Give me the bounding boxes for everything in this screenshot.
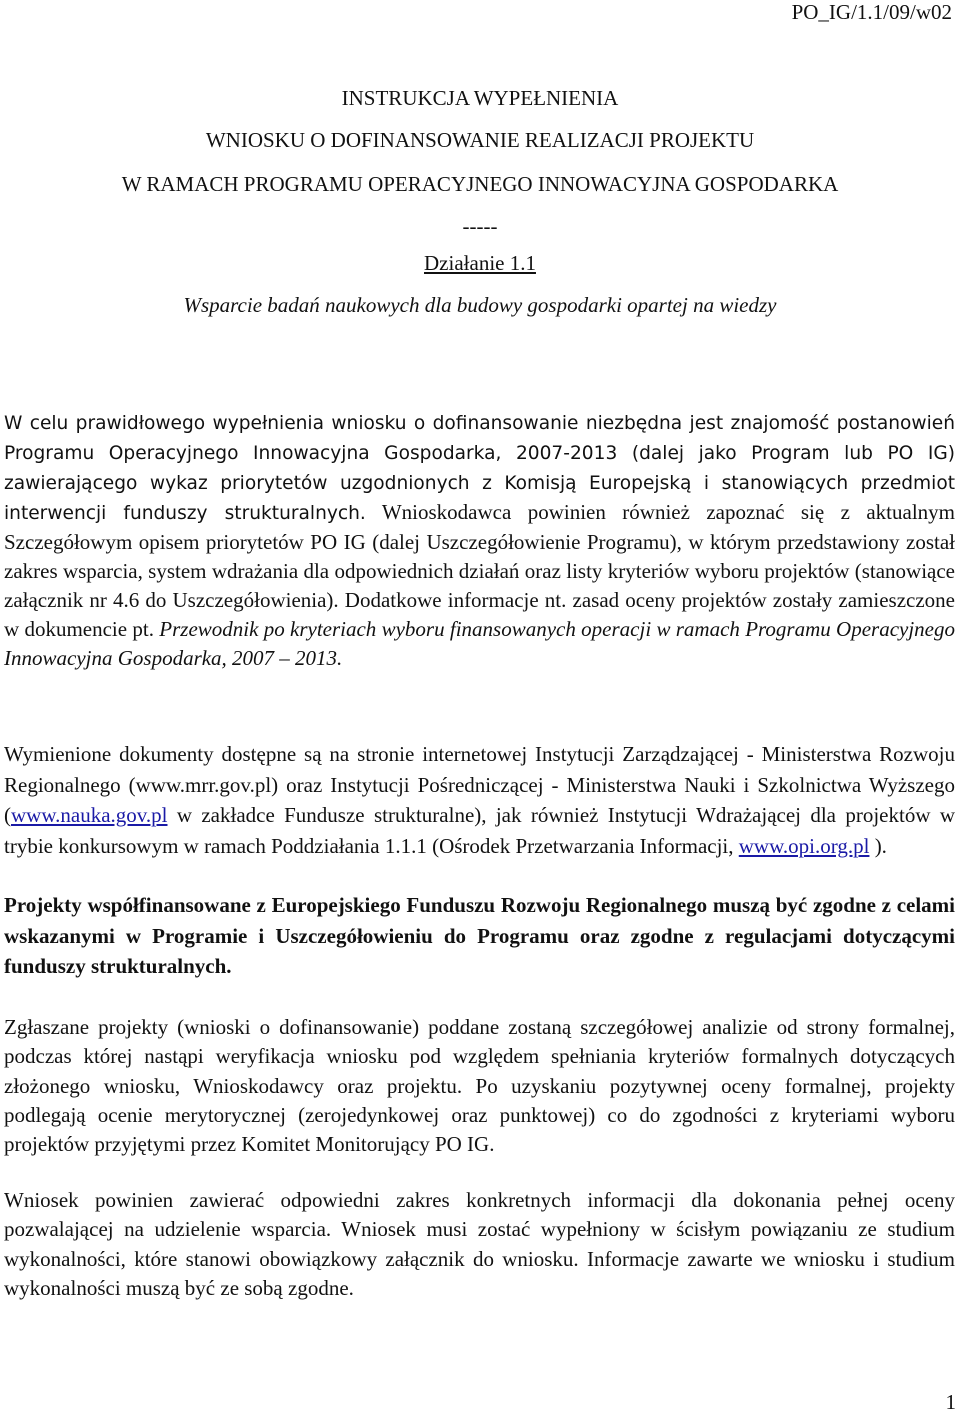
documents-text-c: ). [869,833,887,858]
guide-title: Przewodnik po kryteriach wyboru finansowanych operacji w ramach Programu Operacyjnego Innowacyjna Gospodarka, 2007 – 2013. [4,617,955,670]
document-code: PO_IG/1.1/09/w02 [791,0,952,24]
cofinancing-paragraph: Projekty współfinansowane z Europejskiego Funduszu Rozwoju Regionalnego muszą być zgodne z celami wskazanymi w Programie i Uszczegółowieniu do Programu oraz zgodne z regulacjami dotyczącymi funduszy strukturalnych. [4,893,955,978]
title-line-3: W RAMACH PROGRAMU OPERACYJNEGO INNOWACYJNA GOSPODARKA [121,172,839,196]
documents-text-a: Wymienione dokumenty dostępne są na stronie internetowej Instytucji Zarządzającej - Ministerstwa Rozwoju Regionalnego (www.mrr.gov.pl) oraz Instytucji Pośredniczącej - Ministerstwa Nauki i Szkolnictwa Wyższego ( [4,742,955,827]
page-number: 1 [945,1390,956,1414]
title-line-1: INSTRUKCJA WYPEŁNIENIA [341,86,619,110]
action-heading: Działanie 1.1 [424,251,536,275]
documents-paragraph [4,739,955,861]
title-separator: ----- [462,214,498,238]
nauka-link[interactable]: www.nauka.gov.pl [11,803,168,827]
intro-serif-text: Wnioskodawca powinien również zapoznać się z aktualnym Szczegółowym opisem priorytetów PO IG (dalej Uszczegółowienie Programu), w którym przedstawiony został zakres wsparcia, system wdrażania dla odpowiednich działań oraz listy kryteriów wyboru projektów (stanowiące załącznik nr 4.6 do Uszczegółowienia). Dodatkowe informacje nt. zasad oceny projektów zostały zamieszczone w dokumencie pt. [4,500,956,641]
documents-text-b: w zakładce Fundusze strukturalne), jak również Instytucji Wdrażającej dla projektów w trybie konkursowym w ramach Poddziałania 1.1.1 (Ośrodek Przetwarzania Informacji, [4,803,955,858]
intro-sans-text: W celu prawidłowego wypełnienia wniosku o dofinansowanie niezbędna jest znajomość postanowień Programu Operacyjnego Innowacyjna Gospodarka, 2007-2013 (dalej jako Program lub PO IG) zawierającego wykaz priorytetów uzgodnionych z Komisją Europejską i stanowiących przedmiot interwencji funduszy strukturalnych. [4,413,955,524]
action-subtitle: Wsparcie badań naukowych dla budowy gospodarki opartej na wiedzy [183,293,777,317]
application-paragraph: Wniosek powinien zawierać odpowiedni zakres konkretnych informacji dla dokonania pełnej oceny pozwalającej na udzielenie wsparcia. Wniosek musi zostać wypełniony w ścisłym powiązaniu ze studium wykonalności, które stanowi obowiązkowy załącznik do wniosku. Informacje zawarte we wniosku i studium wykonalności muszą być ze sobą zgodne. [4,1188,955,1300]
evaluation-paragraph: Zgłaszane projekty (wnioski o dofinansowanie) poddane zostaną szczegółowej analizie od strony formalnej, podczas której nastąpi weryfikacja wniosku pod względem spełniania kryteriów formalnych dotyczących złożonego wniosku, Wnioskodawcy oraz projektu. Po uzyskaniu pozytywnej oceny formalnej, projekty podlegają ocenie merytorycznej (zerojedynkowej oraz punktowej) co do zgodności z kryteriami wyboru projektów przyjętymi przez Komitet Monitorujący PO IG. [4,1015,955,1157]
opi-link[interactable]: www.opi.org.pl [738,833,870,858]
intro-paragraph [4,408,955,673]
title-line-2: WNIOSKU O DOFINANSOWANIE REALIZACJI PROJEKTU [205,128,755,152]
